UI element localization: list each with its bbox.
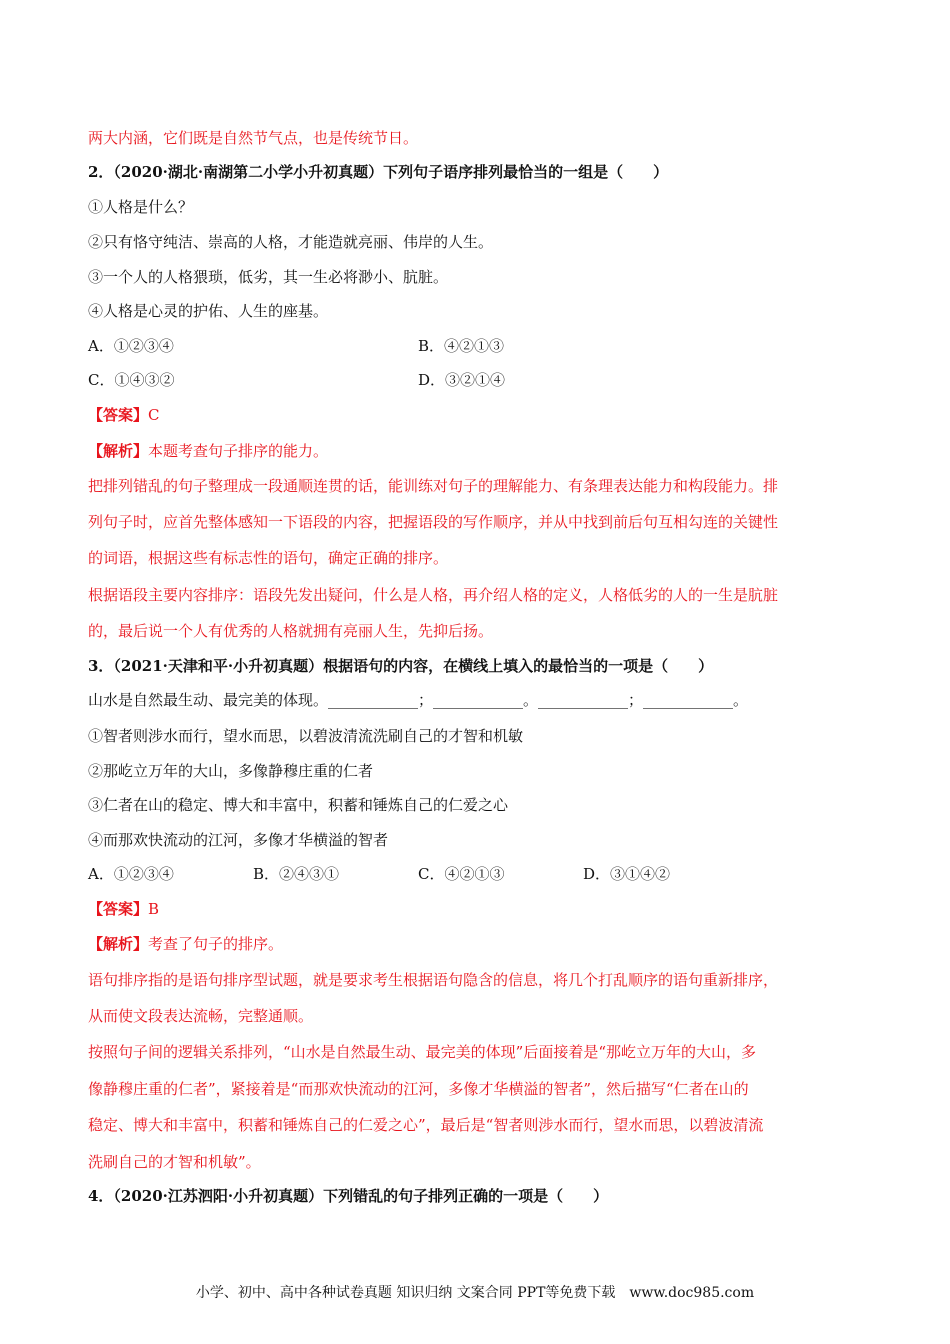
q2-item-2: ②只有恪守纯洁、崇高的人格，才能造就亮丽、伟岸的人生。 <box>88 233 494 251</box>
q3-option-d: D．③①④② <box>583 865 671 883</box>
q3-analysis-line-6: 洗刷自己的才智和机敏”。 <box>88 1153 261 1171</box>
q3-item-2: ②那屹立万年的大山，多像静穆庄重的仁者 <box>88 762 374 780</box>
q3-analysis-line-2: 从而使文段表达流畅，完整通顺。 <box>88 1007 314 1025</box>
analysis-first: 考查了句子的排序。 <box>148 935 284 953</box>
q2-analysis-line-5: 的，最后说一个人有优秀的人格就拥有亮丽人生，先抑后扬。 <box>88 622 494 640</box>
q2-analysis-head <box>88 441 868 461</box>
q2-stem: 2．（2020·湖北·南湖第二小学小升初真题）下列句子语序排列最恰当的一组是（ ） <box>88 163 669 181</box>
q2-analysis-line-4: 根据语段主要内容排序：语段先发出疑问，什么是人格，再介绍人格的定义，人格低劣的人的一生是肮脏 <box>88 586 779 604</box>
q2-analysis-line-1: 把排列错乱的句子整理成一段通顺连贯的话，能训练对句子的理解能力、有条理表达能力和构段能力。排 <box>88 477 779 495</box>
answer-value: B <box>148 900 160 918</box>
analysis-label: 【解析】 <box>88 442 149 460</box>
q3-option-a: A．①②③④ <box>88 865 174 883</box>
q3-answer <box>88 899 868 919</box>
q2-item-4: ④人格是心灵的护佑、人生的座基。 <box>88 302 329 320</box>
page-footer: 小学、初中、高中各种试卷真题 知识归纳 文案合同 PPT等免费下载 www.doc985.com <box>195 1285 755 1301</box>
q2-option-a: A．①②③④ <box>88 337 174 355</box>
q3-fill-line: 山水是自然最生动、最完美的体现。____________；____________。____________；____________。 <box>88 691 749 709</box>
q3-analysis-head <box>88 934 868 954</box>
q3-option-c: C．④②①③ <box>418 865 505 883</box>
q3-item-1: ①智者则涉水而行，望水而思，以碧波清流洗刷自己的才智和机敏 <box>88 727 524 745</box>
q3-stem: 3．（2021·天津和平·小升初真题）根据语句的内容，在横线上填入的最恰当的一项是（ ） <box>88 657 714 675</box>
q3-analysis-line-1: 语句排序指的是语句排序型试题，就是要求考生根据语句隐含的信息，将几个打乱顺序的语句重新排序， <box>88 971 779 989</box>
q2-item-3: ③一个人的人格猥琐，低劣，其一生必将渺小、肮脏。 <box>88 268 449 286</box>
answer-value: C <box>148 406 160 424</box>
answer-label: 【答案】 <box>88 406 149 424</box>
q3-option-b: B．②④③① <box>253 865 340 883</box>
q2-option-d: D．③②①④ <box>418 371 506 389</box>
analysis-first: 本题考查句子排序的能力。 <box>148 442 329 460</box>
analysis-label: 【解析】 <box>88 935 149 953</box>
q2-analysis-line-2: 列句子时，应首先整体感知一下语段的内容，把握语段的写作顺序，并从中找到前后句互相勾连的关键性 <box>88 513 779 531</box>
q2-answer <box>88 405 868 425</box>
q4-stem: 4．（2020·江苏泗阳·小升初真题）下列错乱的句子排列正确的一项是（ ） <box>88 1187 609 1205</box>
q3-item-4: ④而那欢快流动的江河，多像才华横溢的智者 <box>88 831 389 849</box>
intro-line: 两大内涵，它们既是自然节气点，也是传统节日。 <box>88 129 419 147</box>
q2-option-b: B．④②①③ <box>418 337 505 355</box>
q2-item-1: ①人格是什么？ <box>88 198 194 216</box>
q3-analysis-line-3: 按照句子间的逻辑关系排列，“山水是自然最生动、最完美的体现”后面接着是“那屹立万年的大山，多 <box>88 1043 757 1061</box>
q3-analysis-line-5: 稳定、博大和丰富中，积蓄和锤炼自己的仁爱之心”，最后是“智者则涉水而行，望水而思，以碧波清流 <box>88 1116 764 1134</box>
q3-analysis-line-4: 像静穆庄重的仁者”，紧接着是“而那欢快流动的江河，多像才华横溢的智者”，然后描写“仁者在山的 <box>88 1080 749 1098</box>
q3-item-3: ③仁者在山的稳定、博大和丰富中，积蓄和锤炼自己的仁爱之心 <box>88 796 509 814</box>
q2-option-c: C．①④③② <box>88 371 175 389</box>
answer-label: 【答案】 <box>88 900 149 918</box>
q2-analysis-line-3: 的词语，根据这些有标志性的语句，确定正确的排序。 <box>88 549 449 567</box>
